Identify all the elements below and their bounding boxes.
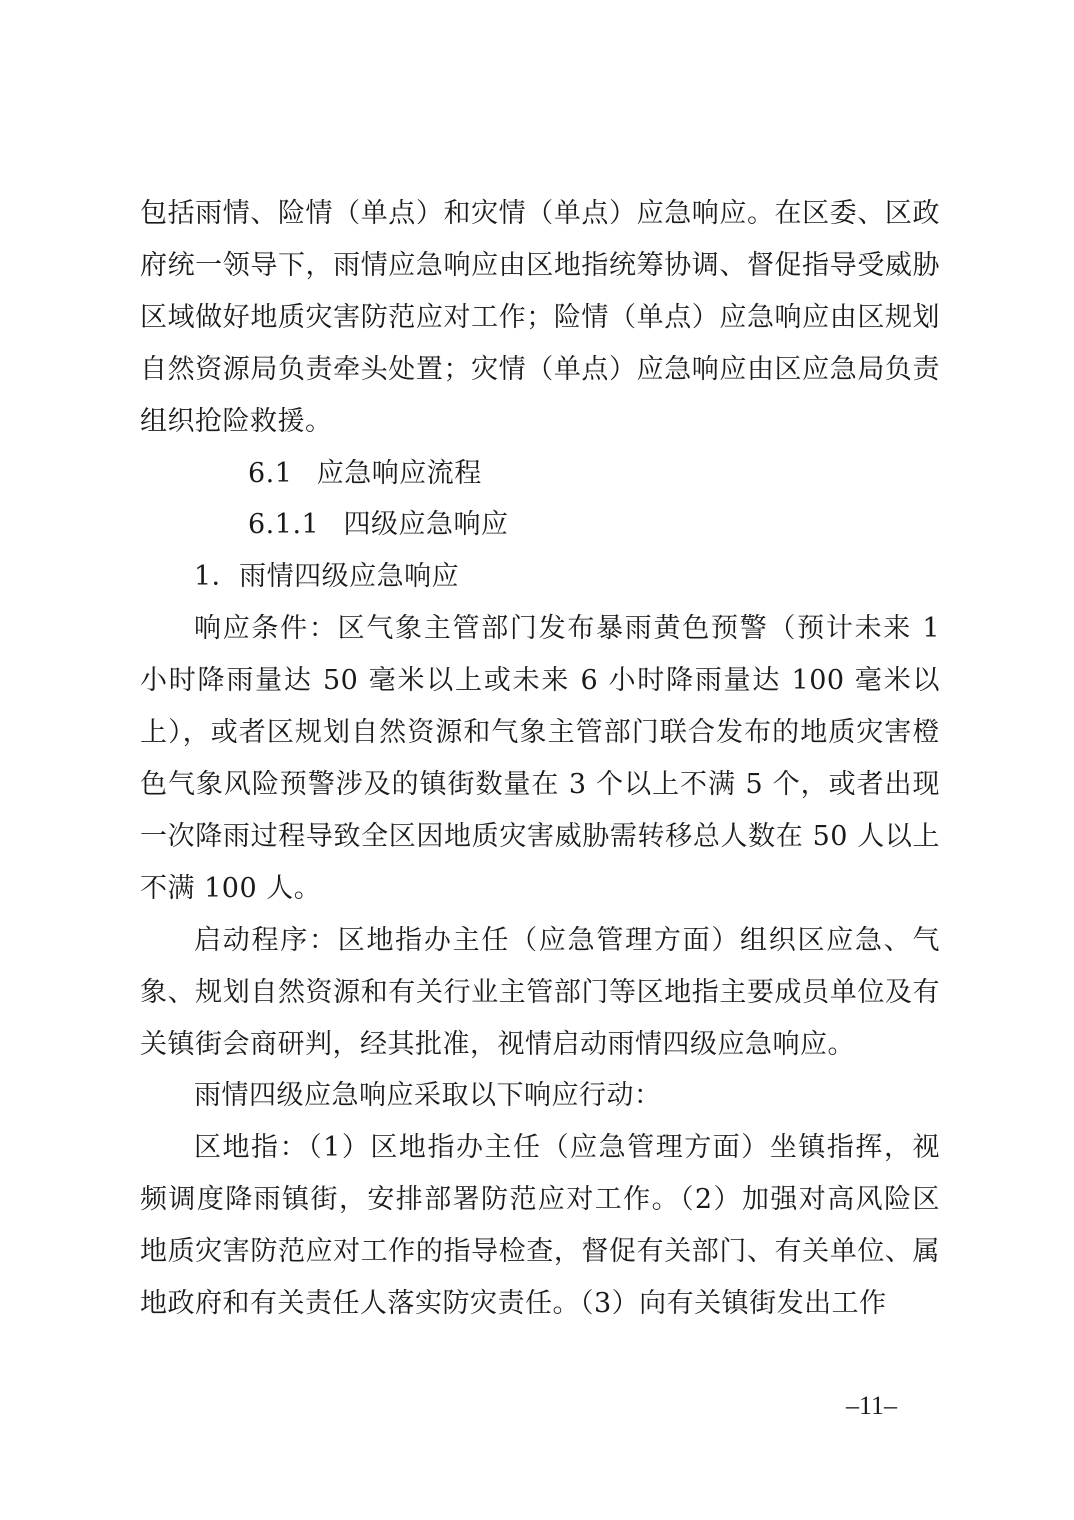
- section-number: 6.1.1: [248, 509, 320, 541]
- paragraph-response-types: 包括雨情、险情（单点）和灾情（单点）应急响应。在区委、区政府统一领导下，雨情应急响应由区地指统筹协调、督促指导受威胁区域做好地质灾害防范应对工作；险情（单点）应急响应由区规划自然资源局负责牵头处置；灾情（单点）应急响应由区应急局负责组织抢险救援。: [140, 198, 940, 437]
- paragraph-actions-intro: 雨情四级应急响应采取以下响应行动：: [194, 1080, 662, 1112]
- section-title: 应急响应流程: [316, 457, 482, 489]
- body-text: [140, 188, 940, 1330]
- page-number: –11–: [846, 1391, 898, 1420]
- paragraph-rain-level4-title: 1．雨情四级应急响应: [194, 561, 460, 593]
- section-title: 四级应急响应: [343, 509, 509, 541]
- paragraph-response-conditions: 响应条件：区气象主管部门发布暴雨黄色预警（预计未来 1 小时降雨量达 50 毫米以上或未来 6 小时降雨量达 100 毫米以上），或者区规划自然资源和气象主管部门联合发布的地质灾害橙色气象风险预警涉及的镇街数量在 3 个以上不满 5 个，或者出现一次降雨过程导致全区因地质灾害威胁需转移总人数在 50 人以上不满 100 人。: [140, 613, 940, 904]
- section-heading-6-1-1: [140, 499, 940, 551]
- paragraph-district-command-actions: 区地指：（1）区地指办主任（应急管理方面）坐镇指挥，视频调度降雨镇街，安排部署防范应对工作。（2）加强对高风险区地质灾害防范应对工作的指导检查，督促有关部门、有关单位、属地政府和有关责任人落实防灾责任。（3）向有关镇街发出工作: [140, 1132, 940, 1320]
- section-number: 6.1: [248, 457, 293, 489]
- paragraph-start-procedure: 启动程序：区地指办主任（应急管理方面）组织区应急、气象、规划自然资源和有关行业主管部门等区地指主要成员单位及有关镇街会商研判，经其批准，视情启动雨情四级应急响应。: [140, 924, 940, 1060]
- section-heading-6-1: [140, 448, 940, 500]
